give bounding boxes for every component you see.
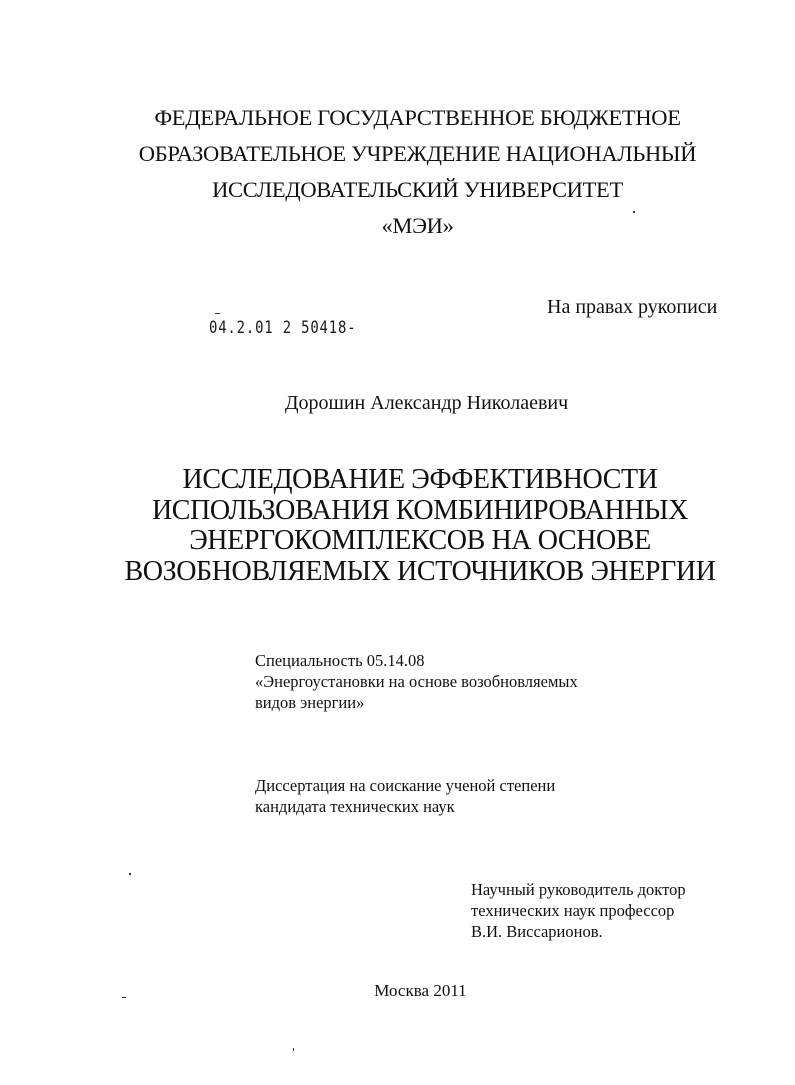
- title-line: ИСПОЛЬЗОВАНИЯ КОМБИНИРОВАННЫХ: [151, 494, 689, 526]
- scan-speck: [293, 1048, 294, 1051]
- city-year-text: Москва 2011: [374, 981, 467, 1000]
- degree-block: [255, 775, 555, 817]
- dissertation-title: [0, 465, 795, 587]
- title-line: ЭНЕРГОКОМПЛЕКСОВ НА ОСНОВЕ: [189, 525, 651, 556]
- institution-line: «МЭИ»: [381, 213, 454, 238]
- inventory-number: 04.2.01 2 50418-: [209, 318, 357, 338]
- supervisor-line: технических наук профессор: [471, 901, 675, 920]
- specialty-block: [255, 650, 578, 713]
- institution-line: ИССЛЕДОВАТЕЛЬСКИЙ УНИВЕРСИТЕТ: [212, 177, 623, 202]
- scan-speck: [215, 313, 220, 314]
- supervisor-line: В.И. Виссарионов.: [471, 922, 603, 941]
- specialty-line: «Энергоустановки на основе возобновляемых: [255, 672, 578, 691]
- title-line: ИССЛЕДОВАНИЕ ЭФФЕКТИВНОСТИ: [182, 464, 658, 495]
- city-year: [0, 981, 795, 1001]
- specialty-line: Специальность 05.14.08: [255, 651, 425, 670]
- institution-line: ОБРАЗОВАТЕЛЬНОЕ УЧРЕЖДЕНИЕ НАЦИОНАЛЬНЫЙ: [138, 141, 697, 166]
- scan-speck: [122, 997, 126, 998]
- scan-speck: [633, 211, 635, 213]
- title-line: ВОЗОБНОВЛЯЕМЫХ ИСТОЧНИКОВ ЭНЕРГИИ: [124, 555, 716, 587]
- author-name: [0, 392, 795, 415]
- institution-line: ФЕДЕРАЛЬНОЕ ГОСУДАРСТВЕННОЕ БЮДЖЕТНОЕ: [154, 105, 681, 130]
- rights-note: На правах рукописи: [547, 296, 718, 318]
- degree-line: Диссертация на соискание ученой степени: [255, 776, 556, 795]
- supervisor-line: Научный руководитель доктор: [471, 880, 686, 899]
- author-name-text: Дорошин Александр Николаевич: [284, 392, 569, 414]
- supervisor-block: [471, 879, 686, 942]
- degree-line: кандидата технических наук: [255, 797, 455, 816]
- scan-speck: [129, 873, 131, 875]
- institution-header: [0, 100, 795, 244]
- specialty-line: видов энергии»: [255, 693, 365, 712]
